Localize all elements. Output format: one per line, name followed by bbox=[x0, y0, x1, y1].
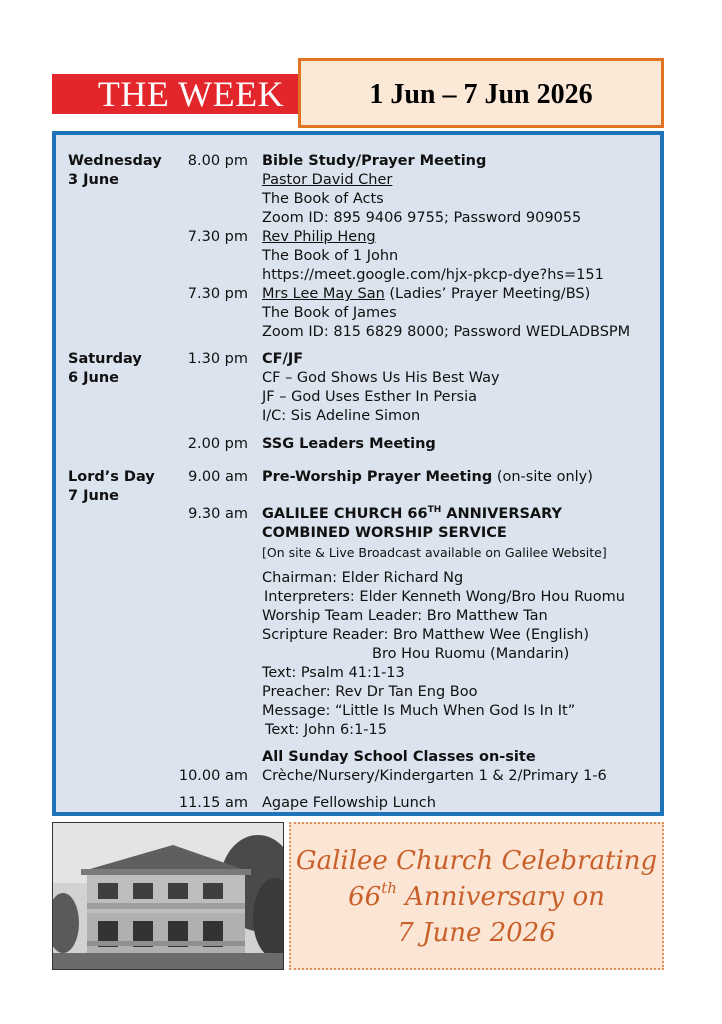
date-wednesday: 3 June bbox=[68, 172, 120, 188]
date-lords-day: 7 June bbox=[68, 488, 120, 504]
service-broadcast-note: [On site & Live Broadcast available on Galilee Website] bbox=[262, 545, 607, 560]
event-title-line bbox=[262, 468, 593, 487]
service-text-1: Text: Psalm 41:1-13 bbox=[262, 665, 405, 681]
event-time: 7.30 pm bbox=[187, 286, 248, 302]
anniversary-line-2 bbox=[291, 879, 662, 912]
service-worship-leader: Worship Team Leader: Bro Matthew Tan bbox=[262, 608, 548, 624]
service-scripture-reader: Scripture Reader: Bro Matthew Wee (English) bbox=[262, 627, 590, 643]
event-time: 2.00 pm bbox=[187, 436, 248, 452]
event-time: 10.00 am bbox=[178, 768, 248, 784]
event-time: 9.30 am bbox=[188, 506, 248, 522]
anniversary-line-1: Galilee Church Celebrating bbox=[295, 846, 658, 876]
anniversary-ordinal: th bbox=[381, 879, 397, 897]
event-title: CF/JF bbox=[262, 351, 304, 367]
event-leader: Pastor David Cher bbox=[262, 172, 393, 188]
event-zoom-details: Zoom ID: 815 6829 8000; Password WEDLADBSPM bbox=[262, 324, 631, 340]
day-saturday: Saturday bbox=[68, 351, 142, 367]
event-title: SSG Leaders Meeting bbox=[262, 436, 436, 452]
date-range: 1 Jun – 7 Jun 2026 bbox=[369, 79, 593, 110]
event-time: 7.30 pm bbox=[187, 229, 248, 245]
event-detail: JF – God Uses Esther In Persia bbox=[262, 389, 477, 405]
anniversary-banner bbox=[289, 822, 664, 970]
anniversary-text: Anniversary on bbox=[396, 882, 605, 912]
day-wednesday: Wednesday bbox=[68, 153, 162, 169]
event-time: 1.30 pm bbox=[187, 351, 248, 367]
event-title: Pre-Worship Prayer Meeting bbox=[262, 469, 493, 485]
service-title-2: COMBINED WORSHIP SERVICE bbox=[262, 525, 507, 541]
service-text-2: Text: John 6:1-15 bbox=[265, 722, 387, 738]
the-week-logo: THE WEEK bbox=[52, 74, 330, 114]
event-time: 9.00 am bbox=[188, 469, 248, 485]
service-scripture-reader-2: Bro Hou Ruomu (Mandarin) bbox=[372, 646, 570, 662]
service-interpreters: Interpreters: Elder Kenneth Wong/Bro Hou Ruomu bbox=[264, 589, 625, 605]
event-time: 11.15 am bbox=[178, 795, 248, 811]
date-range-box bbox=[298, 58, 664, 128]
service-title-pre: GALILEE CHURCH 66 bbox=[262, 506, 428, 522]
event-time: 8.00 pm bbox=[187, 153, 248, 169]
weekly-schedule bbox=[52, 131, 664, 816]
church-building-image bbox=[53, 823, 284, 970]
event-book: The Book of 1 John bbox=[262, 248, 399, 264]
event-leader-note: (Ladies’ Prayer Meeting/BS) bbox=[384, 286, 591, 302]
sunday-school-classes: Crèche/Nursery/Kindergarten 1 & 2/Primary 1-6 bbox=[262, 768, 607, 784]
event-zoom-details: Zoom ID: 895 9406 9755; Password 909055 bbox=[262, 210, 582, 226]
service-title-sup: TH bbox=[427, 505, 442, 515]
sunday-school-title: All Sunday School Classes on-site bbox=[262, 749, 536, 765]
service-chairman: Chairman: Elder Richard Ng bbox=[262, 570, 464, 586]
event-note: (on-site only) bbox=[492, 469, 593, 485]
event-book: The Book of James bbox=[262, 305, 397, 321]
event-leader: Rev Philip Heng bbox=[262, 229, 376, 245]
lunch-title: Agape Fellowship Lunch bbox=[262, 795, 436, 811]
event-meet-link[interactable]: https://meet.google.com/hjx-pkcp-dye?hs=151 bbox=[262, 267, 604, 283]
anniversary-line-3: 7 June 2026 bbox=[397, 918, 556, 948]
service-title bbox=[262, 505, 562, 524]
service-preacher: Preacher: Rev Dr Tan Eng Boo bbox=[262, 684, 478, 700]
event-detail: CF – God Shows Us His Best Way bbox=[262, 370, 500, 386]
event-leader-line bbox=[262, 285, 590, 304]
event-leader: Mrs Lee May San bbox=[262, 286, 385, 302]
service-title-post: ANNIVERSARY bbox=[441, 506, 563, 522]
service-message: Message: “Little Is Much When God Is In It” bbox=[262, 703, 576, 719]
church-building-photo bbox=[52, 822, 284, 970]
event-detail: I/C: Sis Adeline Simon bbox=[262, 408, 421, 424]
anniversary-number: 66 bbox=[348, 882, 382, 912]
event-title: Bible Study/Prayer Meeting bbox=[262, 153, 487, 169]
event-book: The Book of Acts bbox=[262, 191, 384, 207]
day-lords-day: Lord’s Day bbox=[68, 469, 155, 485]
date-saturday: 6 June bbox=[68, 370, 120, 386]
